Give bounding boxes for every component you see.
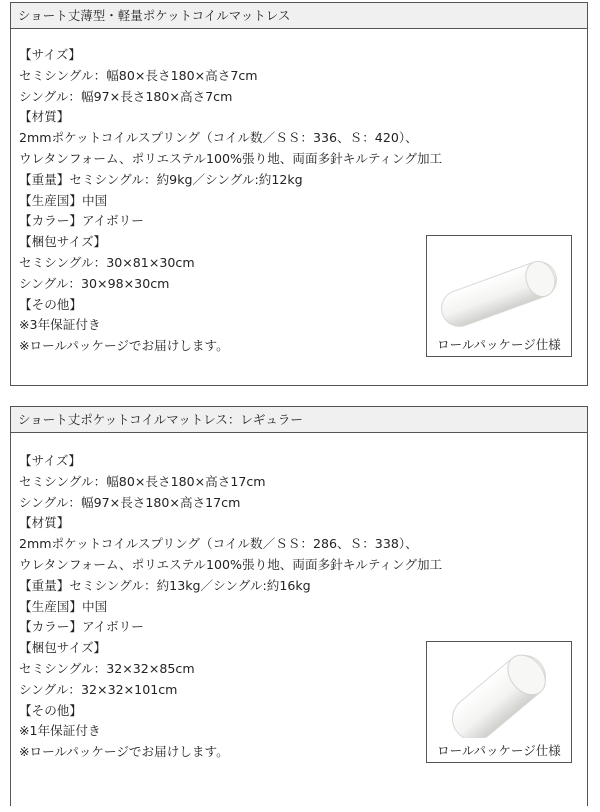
- image-caption: ロールパッケージ仕様: [437, 337, 561, 352]
- spec-line: 【生産国】中国: [19, 598, 108, 614]
- spec-list: [19, 451, 442, 763]
- spec-line: ウレタンフォーム、ポリエステル100%張り地、両面多針キルティング加工: [19, 556, 443, 572]
- spec-line: 2mmポケットコイルスプリング（コイル数／ＳＳ：286、Ｓ：338）、: [19, 536, 418, 552]
- spec-line: 【重量】セミシングル：約13kg／シングル:約16kg: [19, 577, 311, 593]
- spec-line: 【サイズ】: [19, 47, 81, 62]
- rolled-mattress-illustration: [435, 652, 563, 738]
- spec-line: 【重量】セミシングル：約9kg／シングル:約12kg: [19, 171, 303, 187]
- spec-line: 【材質】: [19, 109, 70, 125]
- spec-line: 【サイズ】: [19, 453, 81, 468]
- spec-line: ※1年保証付き: [19, 723, 101, 739]
- spec-line: セミシングル：30×81×30cm: [19, 254, 195, 270]
- product-panel-regular: [10, 406, 588, 806]
- roll-package-image: [426, 235, 572, 357]
- spec-line: 【材質】: [19, 515, 70, 531]
- spec-line: ※ロールパッケージでお届けします。: [19, 744, 229, 760]
- spec-line: 【カラー】アイボリー: [19, 213, 144, 229]
- spec-line: シングル：幅97×長さ180×高さ17cm: [19, 494, 241, 510]
- product-panel-thin: [10, 2, 588, 386]
- spec-line: 【梱包サイズ】: [19, 234, 107, 250]
- spec-line: 【その他】: [19, 296, 82, 312]
- spec-line: セミシングル：32×32×85cm: [19, 660, 195, 676]
- product-title: ショート丈薄型・軽量ポケットコイルマットレス: [11, 3, 587, 29]
- spec-line: 【カラー】アイボリー: [19, 619, 144, 635]
- spec-list: [19, 45, 442, 357]
- roll-package-image: [426, 641, 572, 763]
- product-title: ショート丈ポケットコイルマットレス：レギュラー: [11, 407, 587, 433]
- spec-line: シングル：幅97×長さ180×高さ7cm: [19, 88, 233, 104]
- spec-line: ※3年保証付き: [19, 317, 101, 333]
- spec-line: シングル：30×98×30cm: [19, 275, 170, 291]
- spec-line: シングル：32×32×101cm: [19, 681, 178, 697]
- rolled-mattress-illustration: [435, 246, 563, 328]
- spec-line: 【その他】: [19, 702, 82, 718]
- spec-line: 2mmポケットコイルスプリング（コイル数／ＳＳ：336、Ｓ：420）、: [19, 130, 418, 146]
- spec-line: ウレタンフォーム、ポリエステル100%張り地、両面多針キルティング加工: [19, 150, 443, 166]
- spec-line: 【梱包サイズ】: [19, 640, 107, 656]
- spec-line: 【生産国】中国: [19, 192, 108, 208]
- spec-line: ※ロールパッケージでお届けします。: [19, 338, 229, 354]
- spec-line: セミシングル：幅80×長さ180×高さ17cm: [19, 473, 266, 489]
- spec-line: セミシングル：幅80×長さ180×高さ7cm: [19, 67, 258, 83]
- image-caption: ロールパッケージ仕様: [437, 743, 561, 758]
